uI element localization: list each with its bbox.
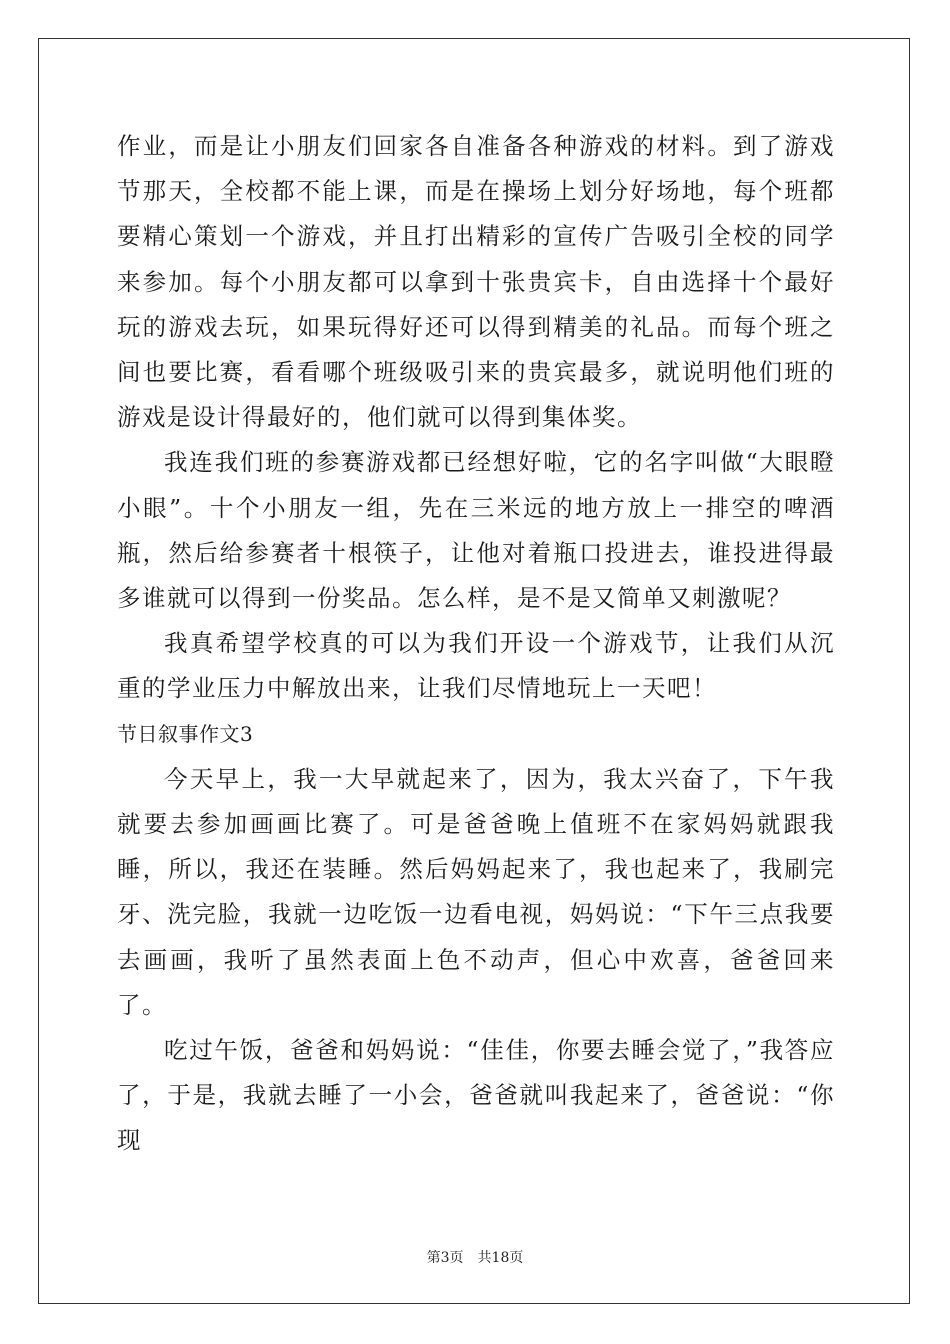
paragraph-1: 作业，而是让小朋友们回家各自准备各种游戏的材料。到了游戏节那天，全校都不能上课，而是在操场上划分好场地，每个班都要精心策划一个游戏，并且打出精彩的宣传广告吸引全校的同学来参加。每个小朋友都可以拿到十张贵宾卡，自由选择十个最好玩的游戏去玩，如果玩得好还可以得到精美的礼品。而每个班之间也要比赛，看看哪个班级吸引来的贵宾最多，就说明他们班的游戏是设计得最好的，他们就可以得到集体奖。	[117, 132, 835, 432]
page-total: 共18页	[477, 1250, 524, 1266]
page-number: 第3页	[426, 1250, 464, 1266]
paragraph-3: 我真希望学校真的可以为我们开设一个游戏节，让我们从沉重的学业压力中解放出来，让我们尽情地玩上一天吧！	[117, 629, 835, 703]
paragraph-4: 今天早上，我一大早就起来了，因为，我太兴奋了，下午我就要去参加画画比赛了。可是爸爸晚上值班不在家妈妈就跟我睡，所以，我还在装睡。然后妈妈起来了，我也起来了，我刷完牙、洗完脸，我就一边吃饭一边看电视，妈妈说：“下午三点我要去画画，我听了虽然表面上色不动声，但心中欢喜，爸爸回来了。	[117, 764, 835, 1019]
paragraph-5: 吃过午饭，爸爸和妈妈说：“佳佳，你要去睡会觉了，”我答应了，于是，我就去睡了一小会，爸爸就叫我起来了，爸爸说：“你现	[117, 1036, 835, 1155]
paragraph-2: 我连我们班的参赛游戏都已经想好啦，它的名字叫做“大眼瞪小眼”。十个小朋友一组，先在三米远的地方放上一排空的啤酒瓶，然后给参赛者十根筷子，让他对着瓶口投进去，谁投进得最多谁就可以得到一份奖品。怎么样，是不是又简单又刺激呢？	[117, 448, 835, 613]
page-footer	[0, 1247, 950, 1267]
section-title: 节日叙事作文3	[117, 721, 254, 746]
document-body	[117, 124, 835, 1164]
